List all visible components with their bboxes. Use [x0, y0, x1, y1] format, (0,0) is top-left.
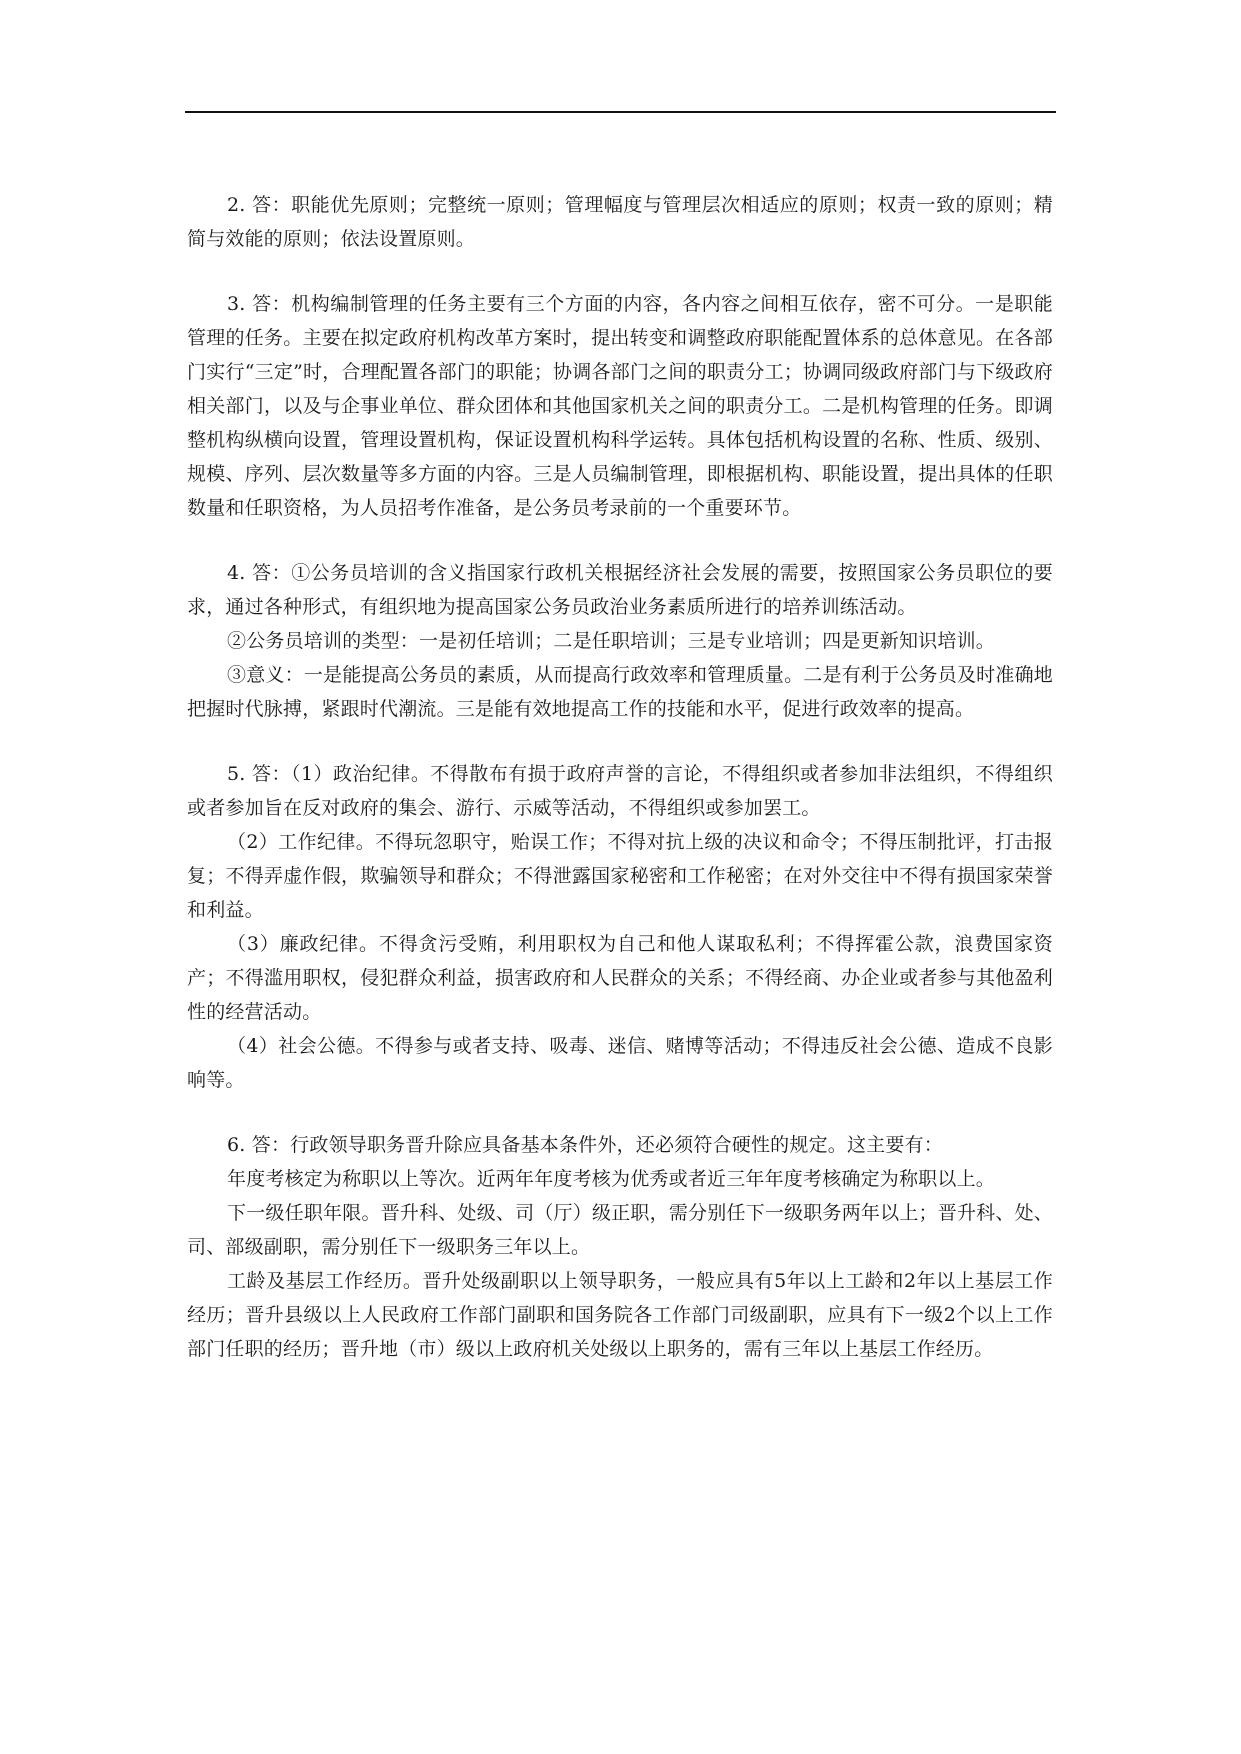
paragraph: ②公务员培训的类型：一是初任培训；二是任职培训；三是专业培训；四是更新知识培训。 [227, 630, 996, 652]
paragraph: 2. 答：职能优先原则；完整统一原则；管理幅度与管理层次相适应的原则；权责一致的原则；精简与效能的原则；依法设置原则。 [187, 194, 1053, 250]
header-rule [185, 111, 1056, 113]
answer-3 [187, 287, 1053, 525]
paragraph: 5. 答：（1）政治纪律。不得散布有损于政府声誉的言论，不得组织或者参加非法组织，不得组织或者参加旨在反对政府的集会、游行、示威等活动，不得组织或参加罢工。 [187, 763, 1053, 819]
paragraph: ③意义：一是能提高公务员的素质，从而提高行政效率和管理质量。二是有利于公务员及时准确地把握时代脉搏，紧跟时代潮流。三是能有效地提高工作的技能和水平，促进行政效率的提高。 [187, 664, 1053, 720]
answer-5 [187, 757, 1053, 1097]
paragraph: （3）廉政纪律。不得贪污受贿，利用职权为自己和他人谋取私利；不得挥霍公款，浪费国家资产；不得滥用职权，侵犯群众利益，损害政府和人民群众的关系；不得经商、办企业或者参与其他盈利性的经营活动。 [187, 933, 1053, 1023]
paragraph: （2）工作纪律。不得玩忽职守，贻误工作；不得对抗上级的决议和命令；不得压制批评，打击报复；不得弄虚作假，欺骗领导和群众；不得泄露国家秘密和工作秘密；在对外交往中不得有损国家荣誉和利益。 [187, 831, 1053, 921]
paragraph: 6. 答：行政领导职务晋升除应具备基本条件外，还必须符合硬性的规定。这主要有： [227, 1134, 943, 1156]
paragraph: 3. 答：机构编制管理的任务主要有三个方面的内容，各内容之间相互依存，密不可分。一是职能管理的任务。主要在拟定政府机构改革方案时，提出转变和调整政府职能配置体系的总体意见。在各部门实行“三定”时，合理配置各部门的职能；协调各部门之间的职责分工；协调同级政府部门与下级政府相关部门，以及与企事业单位、群众团体和其他国家机关之间的职责分工。二是机构管理的任务。即调整机构纵横向设置，管理设置机构，保证设置机构科学运转。具体包括机构设置的名称、性质、级别、规模、序列、层次数量等多方面的内容。三是人员编制管理，即根据机构、职能设置，提出具体的任职数量和任职资格，为人员招考作准备，是公务员考录前的一个重要环节。 [187, 293, 1053, 519]
paragraph: 工龄及基层工作经历。晋升处级副职以上领导职务，一般应具有5年以上工龄和2年以上基层工作经历；晋升县级以上人民政府工作部门副职和国务院各工作部门司级副职，应具有下一级2个以上工作部门任职的经历；晋升地（市）级以上政府机关处级以上职务的，需有三年以上基层工作经历。 [187, 1270, 1053, 1360]
paragraph: 年度考核定为称职以上等次。近两年年度考核为优秀或者近三年年度考核确定为称职以上。 [227, 1168, 996, 1190]
paragraph: 4. 答：①公务员培训的含义指国家行政机关根据经济社会发展的需要，按照国家公务员职位的要求，通过各种形式，有组织地为提高国家公务员政治业务素质所进行的培养训练活动。 [187, 562, 1053, 618]
paragraph: 下一级任职年限。晋升科、处级、司（厅）级正职，需分别任下一级职务两年以上；晋升科、处、司、部级副职，需分别任下一级职务三年以上。 [187, 1202, 1053, 1258]
paragraph: （4）社会公德。不得参与或者支持、吸毒、迷信、赌博等活动；不得违反社会公德、造成不良影响等。 [187, 1035, 1053, 1091]
answer-2 [187, 188, 1053, 256]
answer-6 [187, 1128, 1053, 1366]
answer-4 [187, 556, 1053, 726]
document-body [187, 188, 1053, 1397]
